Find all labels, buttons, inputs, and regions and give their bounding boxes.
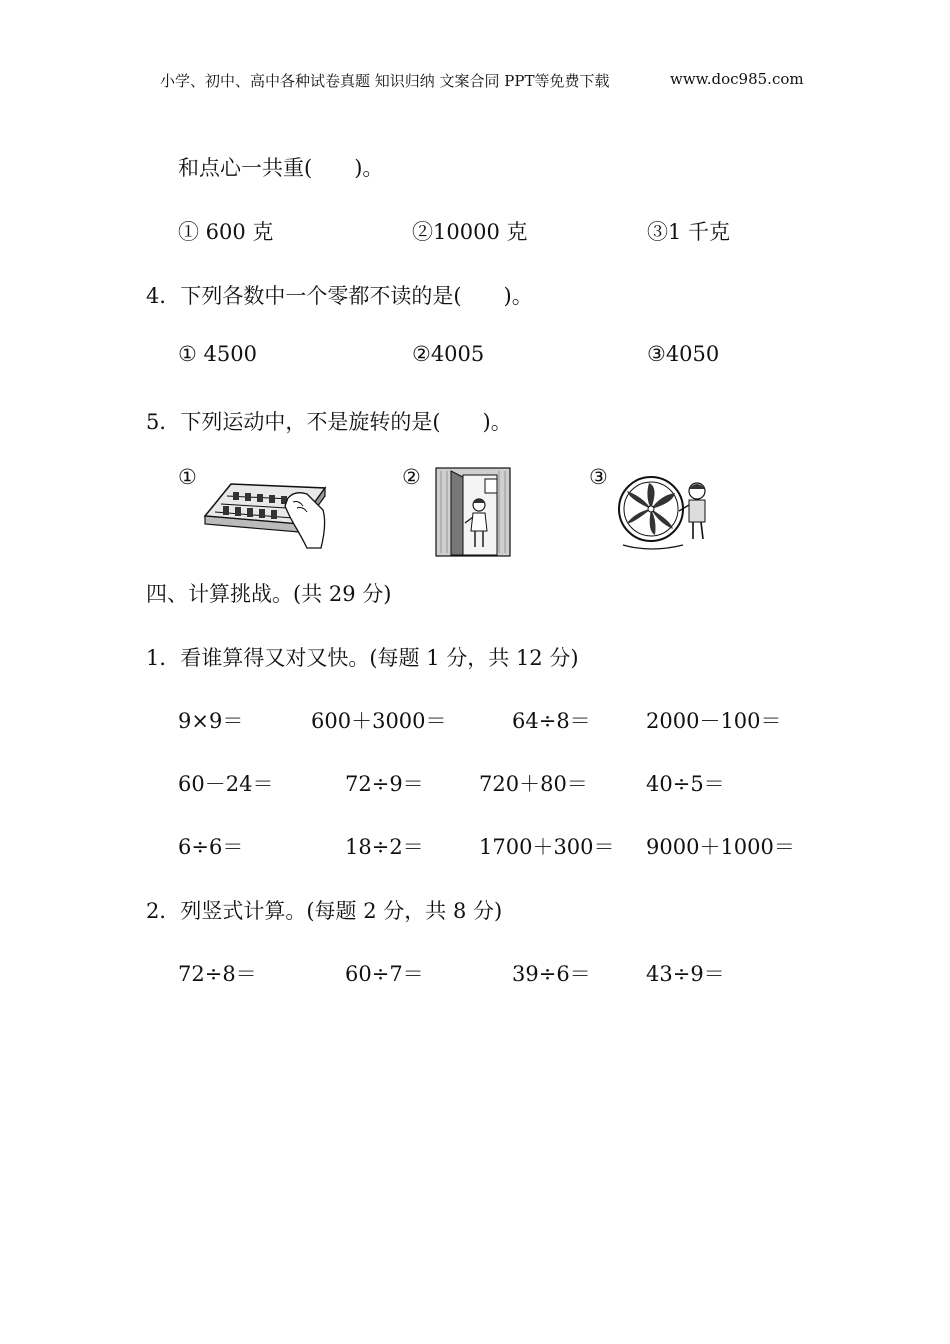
header-url: www.doc985.com <box>670 70 804 88</box>
vertical-calc-item: 60÷7＝ <box>345 962 424 986</box>
q5-option-3-label: ③ <box>589 465 608 489</box>
q4-option-1: ① 4500 <box>178 342 257 366</box>
q3-option-3: ③1 千克 <box>647 220 731 244</box>
q5-text: 5．下列运动中，不是旋转的是( )。 <box>146 410 512 434</box>
q5-option-2-label: ② <box>402 465 421 489</box>
calc-item: 40÷5＝ <box>646 772 725 796</box>
calc-item: 18÷2＝ <box>345 835 424 859</box>
q3-option-2: ②10000 克 <box>412 220 528 244</box>
calc-item: 9×9＝ <box>178 709 244 733</box>
calc-item: 600＋3000＝ <box>311 709 447 733</box>
calc-item: 60－24＝ <box>178 772 274 796</box>
calc-item: 1700＋300＝ <box>479 835 615 859</box>
fan-boy-image <box>613 467 718 555</box>
calc-item: 64÷8＝ <box>512 709 591 733</box>
header-site-text: 小学、初中、高中各种试卷真题 知识归纳 文案合同 PPT等免费下载 <box>160 72 610 90</box>
door-girl-image <box>435 467 511 557</box>
calc-item: 9000＋1000＝ <box>646 835 795 859</box>
calc-item: 6÷6＝ <box>178 835 244 859</box>
part2-title: 2．列竖式计算。(每题 2 分，共 8 分) <box>146 899 503 923</box>
q4-text: 4．下列各数中一个零都不读的是( )。 <box>146 284 533 308</box>
q5-option-1-label: ① <box>178 465 197 489</box>
vertical-calc-item: 72÷8＝ <box>178 962 257 986</box>
calc-item: 720＋80＝ <box>479 772 588 796</box>
section4-title: 四、计算挑战。(共 29 分) <box>146 582 392 606</box>
q4-option-2: ②4005 <box>412 342 485 366</box>
part1-title: 1．看谁算得又对又快。(每题 1 分，共 12 分) <box>146 646 579 670</box>
vertical-calc-item: 39÷6＝ <box>512 962 591 986</box>
abacus-image <box>203 476 328 552</box>
q4-option-3: ③4050 <box>647 342 720 366</box>
q3-continuation-text: 和点心一共重( )。 <box>178 156 384 180</box>
calc-item: 2000－100＝ <box>646 709 782 733</box>
vertical-calc-item: 43÷9＝ <box>646 962 725 986</box>
calc-item: 72÷9＝ <box>345 772 424 796</box>
q3-option-1: ① 600 克 <box>178 220 274 244</box>
